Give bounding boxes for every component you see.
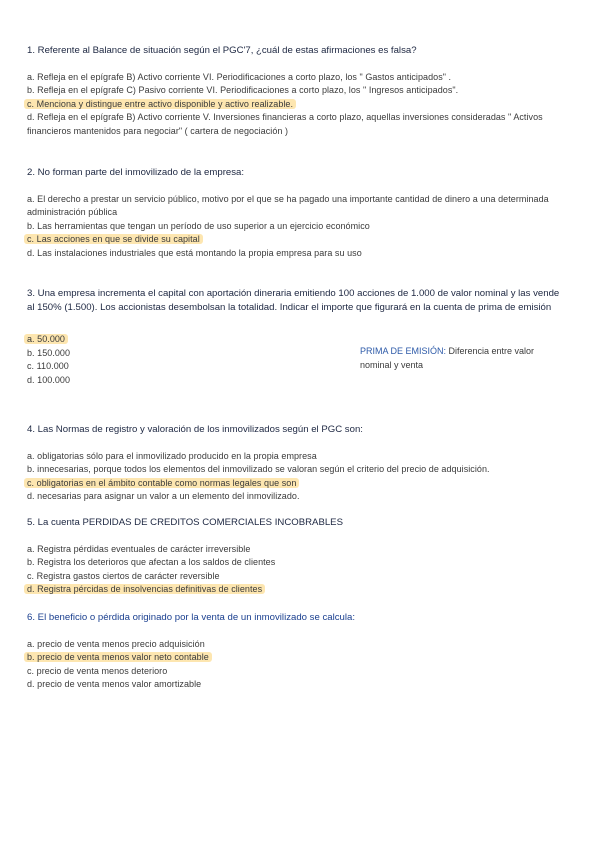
option-c-highlighted: c. Las acciones en que se divide su capital xyxy=(24,234,203,244)
question-3 xyxy=(27,287,567,387)
option-b: b. innecesarias, porque todos los elementos del inmovilizado se valoran según el criterio del precio de adquisición. xyxy=(27,464,490,474)
option-d: d. Las instalaciones industriales que está montando la propia empresa para su uso xyxy=(27,247,362,258)
option-a: a. El derecho a prestar un servicio público, motivo por el que se ha pagado una importante cantidad de dinero a una determinada administración pública xyxy=(27,193,549,217)
question-title: 2. No forman parte del inmovilizado de la empresa: xyxy=(27,167,245,178)
note-label: PRIMA DE EMISIÓN: xyxy=(360,346,447,356)
question-title: 1. Referente al Balance de situación según el PGC'7, ¿cuál de estas afirmaciones es falsa? xyxy=(27,45,417,56)
option-a: a. obligatorias sólo para el inmovilizado producido en la propia empresa xyxy=(27,450,317,461)
option-c-highlighted: c. Menciona y distingue entre activo disponible y activo realizable. xyxy=(24,99,296,109)
question-1 xyxy=(27,44,567,138)
option-c: c. 110.000 xyxy=(27,361,69,371)
option-b: b. Refleja en el epígrafe C) Pasivo corriente VI. Periodificaciones a corto plazo, los " Ingresos anticipados". xyxy=(27,85,459,95)
question-title: 5. La cuenta PERDIDAS DE CREDITOS COMERCIALES INCOBRABLES xyxy=(27,517,343,528)
option-b: b. Las herramientas que tengan un período de uso superior a un ejercicio económico xyxy=(27,220,370,231)
question-title: 6. El beneficio o pérdida originado por la venta de un inmovilizado se calcula: xyxy=(27,612,355,623)
option-b: b. 150.000 xyxy=(27,347,71,358)
note-text: Diferencia entre valor nominal y venta xyxy=(360,346,535,370)
option-a: a. Registra pérdidas eventuales de carácter irreversible xyxy=(27,543,251,554)
prima-emision-note xyxy=(360,345,550,372)
option-a: a. Refleja en el epígrafe B) Activo corriente VI. Periodificaciones a corto plazo, los " Gastos anticipados" . xyxy=(27,71,452,82)
option-c: c. precio de venta menos deterioro xyxy=(27,665,168,676)
question-5 xyxy=(27,516,567,597)
option-d: d. precio de venta menos valor amortizable xyxy=(27,679,202,689)
option-a: a. precio de venta menos precio adquisición xyxy=(27,638,205,649)
question-2 xyxy=(27,166,567,260)
option-c: c. Registra gastos ciertos de carácter reversible xyxy=(27,570,220,581)
option-c-highlighted: c. obligatorias en el ámbito contable como normas legales que son xyxy=(24,478,299,488)
question-title: 3. Una empresa incrementa el capital con aportación dineraria emitiendo 100 acciones de 1.000 de valor nominal y las vende al 150% (1.500). Los accionistas desembolsan la totalidad. Indicar el importe que figurará en la cuenta de prima de emisión xyxy=(27,288,560,313)
option-d: d. Refleja en el epígrafe B) Activo corriente V. Inversiones financieras a corto plazo, aquellas inversiones consideradas " Activos financieros mantenidos para negociar" ( cartera de negociación ) xyxy=(27,112,543,136)
option-d-highlighted: d. Registra pércidas de insolvencias definitivas de clientes xyxy=(24,584,265,594)
option-b-highlighted: b. precio de venta menos valor neto contable xyxy=(24,652,212,662)
question-6 xyxy=(27,611,567,692)
question-title: 4. Las Normas de registro y valoración de los inmovilizados según el PGC son: xyxy=(27,424,363,435)
option-d: d. necesarias para asignar un valor a un elemento del inmovilizado. xyxy=(27,491,300,501)
option-a-highlighted: a. 50.000 xyxy=(24,334,68,344)
option-d: d. 100.000 xyxy=(27,374,71,385)
option-b: b. Registra los deterioros que afectan a los saldos de clientes xyxy=(27,557,276,567)
question-4 xyxy=(27,423,567,504)
